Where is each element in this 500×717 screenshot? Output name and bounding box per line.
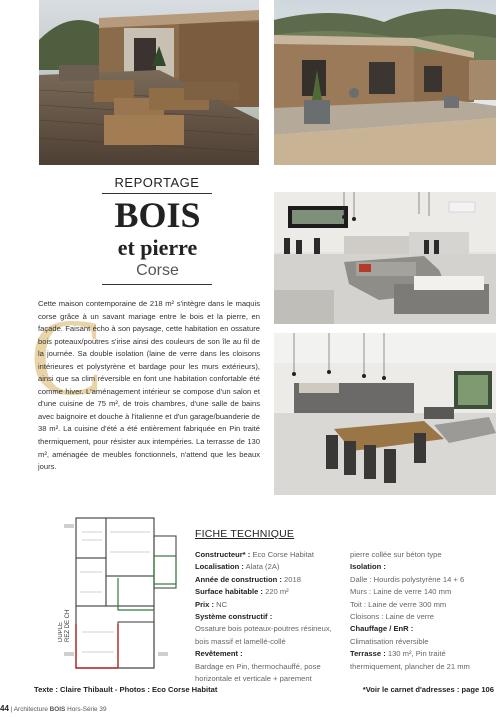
fiche-column-right — [350, 549, 496, 673]
fiche-constructeur: Constructeur* : Eco Corse Habitat — [195, 550, 315, 559]
fiche-cloisons: Cloisons : Laine de verre — [350, 612, 434, 622]
fiche-column-left — [195, 549, 343, 685]
article-title: BOIS — [114, 195, 201, 235]
page-footer — [0, 704, 107, 713]
fiche-toit: Toit : Laine de verre 300 mm — [350, 599, 447, 609]
fiche-revetement-label: Revêtement : — [195, 649, 243, 659]
fiche-annee: Année de construction : 2018 — [195, 574, 301, 584]
photo-terrace-with-planters — [39, 0, 259, 165]
fiche-revetement-cont: pierre collée sur béton type — [350, 550, 442, 559]
dropcap-letter: C — [30, 296, 104, 418]
plan-label-duplex: DUPLE — [58, 621, 64, 642]
fiche-localisation: Localisation : Alata (2A) — [195, 562, 280, 572]
floor-plan — [58, 512, 184, 680]
footer-separator: | — [10, 706, 13, 713]
magazine-name-pre: Architecture — [13, 706, 50, 713]
fiche-dalle: Dalle : Hourdis polystyrène 14 + 6 — [350, 574, 465, 584]
fiche-murs: Murs : Laine de verre 140 mm — [350, 587, 452, 597]
magazine-name-post: Hors-Série 39 — [65, 706, 107, 713]
photo-house-and-deck — [274, 0, 496, 165]
photo-living-room-sofa — [274, 192, 496, 324]
fiche-chauffage-label: Chauffage / EnR : — [350, 624, 414, 634]
fiche-isolation-label: Isolation : — [350, 562, 386, 572]
fiche-prix: Prix : NC — [195, 599, 228, 609]
plan-label-ground-floor: REZ DE CH — [65, 609, 71, 642]
section-rule-top — [102, 193, 212, 194]
section-rule-bottom — [102, 284, 212, 285]
photo-dining-kitchen — [274, 333, 496, 495]
fiche-revetement-value: Bardage en Pin, thermochauffé, pose horizontale et verticale + parement — [195, 661, 321, 684]
section-label: REPORTAGE — [114, 175, 200, 190]
fiche-surface: Surface habitable : 220 m² — [195, 587, 289, 597]
article-body: Cette maison contemporaine de 218 m² s'intègre dans le maquis corse grâce à un savant mariage entre le bois et la pierre, en façade. Faisant écho à son paysage, cette habitation en ossature bois poteaux/poutres s'irise ainsi des couleurs de son île au fil de la journée. Sa double isolation (laine de verre dans les cloisons intérieures et polystyrène et bardage pour les murs extérieurs), ainsi que sa clim réversible en font une habitation confortable été comme hiver. L'aménagement intérieur se compose d'un salon et d'une cuisine de 75 m², de trois chambres, d'une salle de bains avec baignoire et douche à l'italienne et d'un garage/buanderie de 38 m². La cuisine d'été a été entièrement fabriquée en Pin traité thermiquement, pour résister aux intempéries. La terrasse de 130 m², aménagée de meubles fonctionnels, n'attend que les beaux jours. — [38, 299, 260, 472]
page-number: 44 — [0, 704, 9, 713]
fiche-systeme-value: Ossature bois poteaux-poutres résineux, bois massif et lamellé-collé — [195, 624, 332, 646]
fiche-chauffage-value: Climatisation réversible — [350, 636, 429, 646]
magazine-brand: BOIS — [49, 706, 66, 713]
article-subtitle: et pierre — [117, 235, 198, 260]
fiche-terrasse: Terrasse : 130 m², Pin traité thermiquement, plancher de 21 mm — [350, 649, 470, 671]
fiche-technique-title: FICHE TECHNIQUE — [195, 528, 295, 540]
article-place: Corse — [136, 262, 179, 279]
fiche-systeme-label: Système constructif : — [195, 612, 273, 622]
photo-credits: Texte : Claire Thibault - Photos : Eco Corse Habitat — [34, 685, 218, 694]
address-note: *Voir le carnet d'adresses : page 106 — [362, 685, 494, 694]
